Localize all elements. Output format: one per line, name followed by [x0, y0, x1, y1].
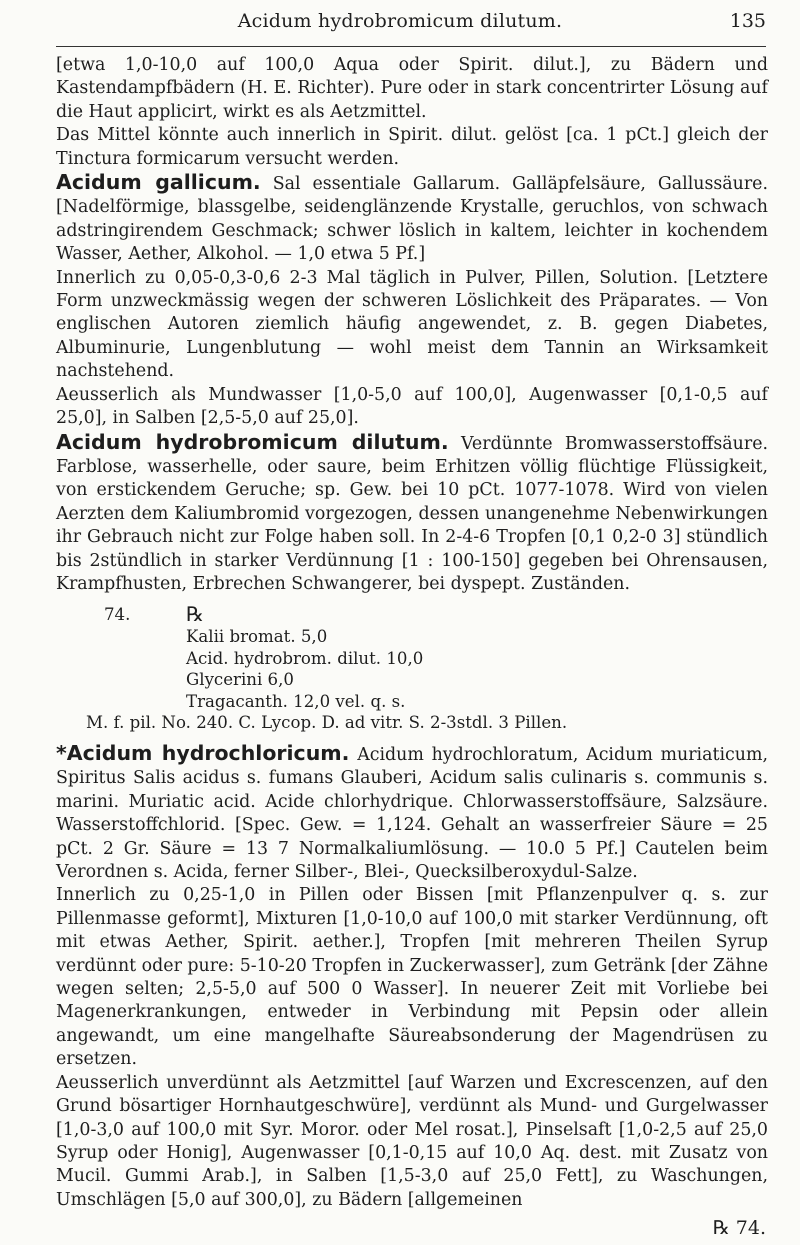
paragraph [56, 1072, 768, 1212]
paragraph [56, 124, 768, 171]
text-body-upper [56, 54, 768, 596]
header-rule [56, 46, 766, 47]
page-number: 135 [729, 10, 766, 32]
paragraph-text: Verdünnte Bromwasserstoffsäure. Farblose, wasserhelle, oder saure, beim Erhitzen völlig flüchtige Flüssigkeit, von erstickendem Geruche; sp. Gew. bei 10 pCt. 1077-1078. Wird von vielen Aerzten dem Kaliumbromid vorgezogen, dessen unangenehme Nebenwirkungen ihr Gebrauch nicht zur Folge haben soll. In 2-4-6 Tropfen [0,1 0,2-0 3] stündlich bis 2stündlich in starker Verdünnung [1 : 100-150] gegeben bei Ohrensausen, Krampfhusten, Erbrechen Schwangerer, bei dyspept. Zuständen. [56, 433, 769, 594]
recipe-ingredient: Kalii bromat. 5,0 [186, 627, 328, 646]
entry-heading: Acidum gallicum. [56, 170, 261, 195]
recipe-signature: M. f. pil. No. 240. C. Lycop. D. ad vitr. S. 2-3stdl. 3 Pillen. [86, 713, 568, 732]
paragraph-text: Innerlich zu 0,05-0,3-0,6 2-3 Mal täglich in Pulver, Pillen, Solution. [Letztere Form unzweckmässig wegen der schweren Löslichkeit des Präparates. — Von englischen Autoren ziemlich häufig angewendet, z. B. gegen Diabetes, Albuminurie, Lungenblutung — wohl meist dem Tannin an Wirksamkeit nachstehend. [56, 267, 768, 382]
entry-heading: *Acidum hydrochloricum. [56, 741, 350, 765]
paragraph-text: Aeusserlich als Mundwasser [1,0-5,0 auf 100,0], Augenwasser [0,1-0,5 auf 25,0], in Salben [2,5-5,0 auf 25,0]. [56, 384, 768, 429]
paragraph-text: Acidum hydrochloratum, Acidum muriaticum, Spiritus Salis acidus s. fumans Glauberi, Acidum salis culinaris s. communis s. marini. Muriatic acid. Acide chlorhydrique. Chlorwasserstoffsäure, Salzsäure. Wasserstoffchlorid. [Spec. Gew. = 1,124. Gehalt an wasserfreier Säure = 25 pCt. 2 Gr. Säure = 13 7 Normalkaliumlösung. — 10.0 5 Pf.] Cautelen beim Verordnen s. Acida, ferner Silber-, Blei-, Quecksilberoxydul-Salze. [56, 745, 768, 883]
rx-sign-icon: ℞ [186, 602, 204, 626]
catchword: ℞ 74. [712, 1217, 766, 1239]
page-header [0, 4, 800, 56]
running-title: Acidum hydrobromicum dilutum. [237, 10, 563, 32]
recipe-ingredient: Tragacanth. 12,0 vel. q. s. [186, 691, 406, 711]
paragraph [56, 171, 768, 267]
paragraph [56, 54, 768, 124]
recipe-ingredient: Acid. hydrobrom. dilut. 10,0 [186, 648, 424, 668]
paragraph [56, 384, 768, 431]
text-body-lower [56, 742, 768, 1212]
paragraph-text: Sal essentiale Gallarum. Galläpfelsäure, Gallussäure. [Nadelförmige, blassgelbe, seidenglänzende Krystalle, geruchlos, von schwach adstringirendem Geschmack; schwer löslich in kaltem, leichter in kochendem Wasser, Aether, Alkohol. — 1,0 etwa 5 Pf.] [56, 174, 769, 265]
paragraph [56, 742, 768, 884]
paragraph-text: [etwa 1,0-10,0 auf 100,0 Aqua oder Spirit. dilut.], zu Bädern und Kastendampfbädern (H. E. Richter). Pure oder in stark concentrirter Lösung auf die Haut applicirt, wirkt es als Aetzmittel. [56, 55, 768, 122]
paragraph [56, 431, 768, 597]
paragraph [56, 267, 768, 384]
entry-heading: Acidum hydrobromicum dilutum. [56, 429, 449, 454]
recipe-block [56, 604, 768, 734]
recipe-number: 74. [104, 605, 131, 624]
recipe-ingredient: Glycerini 6,0 [186, 670, 294, 689]
paragraph [56, 884, 768, 1071]
paragraph-text: Aeusserlich unverdünnt als Aetzmittel [auf Warzen und Excrescenzen, auf den Grund bösartiger Hornhautgeschwüre], verdünnt als Mund- und Gurgelwasser [1,0-3,0 auf 100,0 mit Syr. Moror. oder Mel rosat.], Pinselsaft [1,0-2,5 auf 25,0 Syrup oder Honig], Augenwasser [0,1-0,15 auf 10,0 Aq. dest. mit Zusatz von Mucil. Gummi Arab.], in Salben [1,5-3,0 auf 25,0 Fett], zu Waschungen, Umschlägen [5,0 auf 300,0], zu Bädern [allgemeinen [56, 1072, 768, 1210]
paragraph-text: Innerlich zu 0,25-1,0 in Pillen oder Bissen [mit Pflanzenpulver q. s. zur Pillenmasse geformt], Mixturen [1,0-10,0 auf 100,0 mit starker Verdünnung, oft mit etwas Aether, Spirit. aether.], Tropfen [mit mehreren Theilen Syrup verdünnt oder pure: 5-10-20 Tropfen in Zuckerwasser], zum Getränk [der Zähne wegen selten; 2,5-5,0 auf 500 0 Wasser]. In neuerer Zeit mit Vorliebe bei Magenerkrankungen, entweder in Verbindung mit Pepsin oder allein angewandt, um eine mangelhafte Säureabsonderung der Magendrüsen zu ersetzen. [56, 885, 769, 1070]
paragraph-text: Das Mittel könnte auch innerlich in Spirit. dilut. gelöst [ca. 1 pCt.] gleich der Tinctura formicarum versucht werden. [56, 125, 768, 169]
